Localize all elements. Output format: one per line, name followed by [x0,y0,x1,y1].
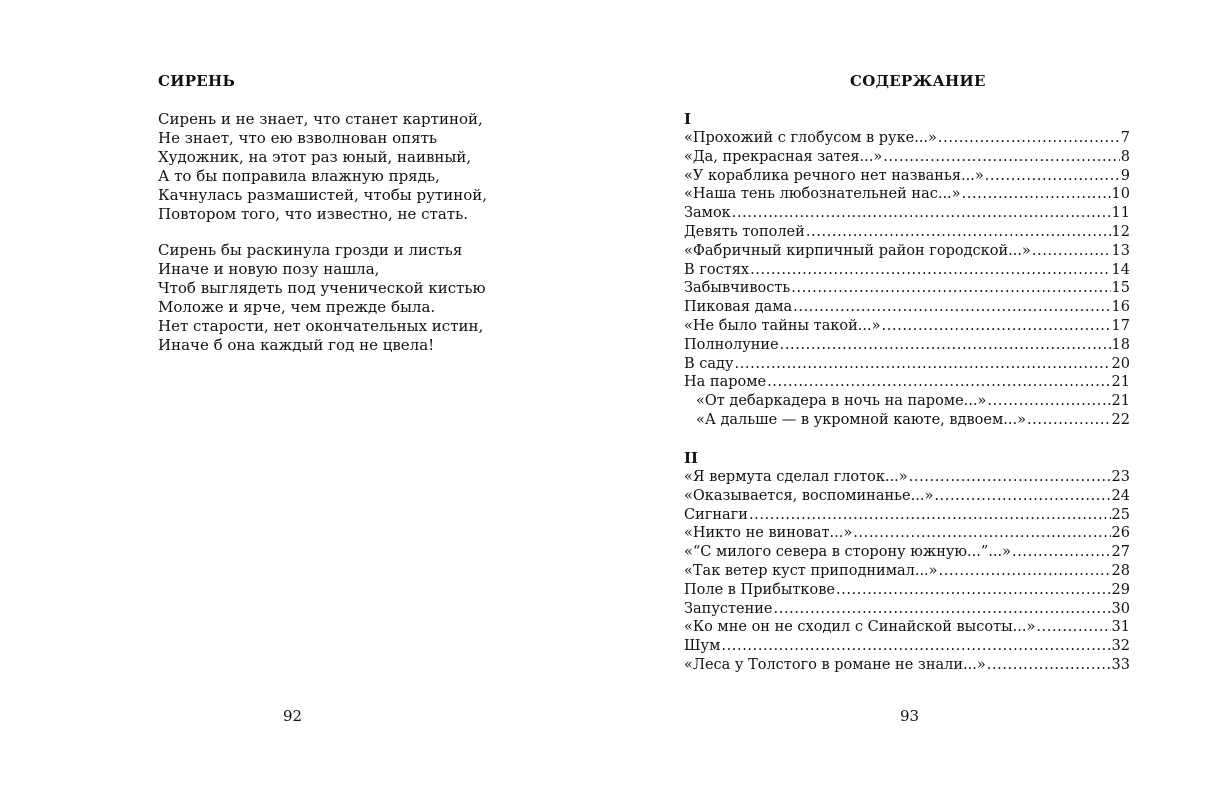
stanza-2 [158,241,486,355]
toc-item [684,581,1130,600]
toc-leader-dots [721,637,1110,656]
toc-item [684,355,1130,374]
toc-item-title: Забывчивость [684,280,791,297]
toc-item-page: 32 [1111,638,1130,655]
verse-line: Повтором того, что известно, не стать. [158,205,469,223]
toc-leader-dots [909,468,1111,487]
toc-leader-dots [749,506,1111,525]
toc-leader-dots [883,148,1120,167]
verse-line: Сирень бы раскинула грозди и листья [158,241,463,259]
toc-item-title: «Так ветер куст приподнимал...» [684,562,938,579]
toc-item [684,223,1130,242]
toc-item-title: В саду [684,355,734,372]
toc-leader-dots [987,392,1110,411]
poem-title: СИРЕНЬ [158,72,236,90]
toc-item-title: «Фабричный кирпичный район городской...» [684,242,1031,259]
toc-item [684,279,1130,298]
toc-title: СОДЕРЖАНИЕ [850,72,986,90]
toc-item [684,487,1130,506]
toc-item [684,204,1130,223]
verse-line: Качнулась размашистей, чтобы рутиной, [158,186,487,204]
toc-leader-dots [938,129,1120,148]
toc-item-title: В гостях [684,261,750,278]
toc-item [684,562,1130,581]
toc-item-page: 23 [1111,469,1130,485]
toc-item-page: 27 [1111,544,1130,561]
toc-item-page: 31 [1111,619,1130,636]
toc-item-page: 28 [1111,562,1130,579]
verse-line: Моложе и ярче, чем прежде была. [158,298,436,316]
toc-leader-dots [750,261,1110,280]
toc-leader-dots [735,355,1111,374]
toc-item-page: 25 [1111,506,1130,523]
toc-item [684,129,1130,148]
toc-item-title: «У кораблика речного нет названья...» [684,167,984,184]
toc-item [684,600,1130,619]
toc-item-page: 21 [1111,393,1130,410]
toc-item-title: Запустение [684,600,773,617]
toc-leader-dots [985,167,1120,186]
toc-item-page: 11 [1111,205,1130,222]
toc-leader-dots [962,185,1111,204]
toc-item-title: «Я вермута сделал глоток...» [684,469,908,485]
toc-item-page: 12 [1111,223,1130,240]
toc-item [684,185,1130,204]
toc-leader-dots [1036,618,1110,637]
toc-item-page: 9 [1120,167,1130,184]
verse-line: А то бы поправила влажную прядь, [158,167,440,185]
toc-section-2 [684,449,1130,675]
right-page [606,0,1212,800]
toc-item [684,242,1130,261]
toc-section-1 [684,110,1130,430]
toc-leader-dots [732,204,1111,223]
verse-line: Иначе б она каждый год не цвела! [158,336,435,354]
toc-item-page: 33 [1111,656,1130,673]
toc-item-title: «Леса у Толстого в романе не знали...» [684,656,986,673]
toc-item [684,506,1130,525]
toc-item-title: «Не было тайны такой...» [684,317,881,334]
verse-line: Не знает, что ею взволнован опять [158,129,438,147]
toc-item-title: Замок [684,205,731,222]
toc-item [684,468,1130,487]
toc-item-page: 30 [1111,600,1130,617]
toc-item-page: 21 [1111,374,1130,391]
toc-item-title: «Ко мне он не сходил с Синайской высоты...» [684,619,1036,636]
section-label: II [684,449,699,467]
toc-item-page: 20 [1111,355,1130,372]
toc-item-title: «Да, прекрасная затея...» [684,148,883,165]
toc-leader-dots [767,373,1110,392]
toc-leader-dots [806,223,1111,242]
toc-item-title: Девять тополей [684,223,805,240]
toc-item-title: «Никто не виноват...» [684,525,853,542]
toc-leader-dots [934,487,1110,506]
toc-leader-dots [939,562,1111,581]
page-number-right: 93 [900,707,920,725]
toc-item-title: Шум [684,638,721,655]
verse-line: Иначе и новую позу нашла, [158,260,380,278]
toc-leader-dots [987,656,1111,675]
toc-leader-dots [836,581,1111,600]
toc-item-title: «“С милого севера в сторону южную...”...» [684,544,1011,561]
toc-item-title: «Наша тень любознательней нас...» [684,186,961,203]
verse-line: Художник, на этот раз юный, наивный, [158,148,472,166]
toc-item [684,618,1130,637]
toc-leader-dots [780,336,1111,355]
toc-item-page: 24 [1111,487,1130,504]
toc-item-page: 7 [1120,130,1130,146]
left-page [0,0,600,800]
toc-item [684,637,1130,656]
toc-leader-dots [1012,543,1111,562]
toc-item-title: На пароме [684,374,767,391]
toc-item-title: «А дальше — в укромной каюте, вдвоем...» [696,411,1026,428]
toc-item-page: 10 [1111,186,1130,203]
toc-item-page: 22 [1111,411,1130,428]
toc-item-page: 13 [1111,242,1130,259]
toc-subitem [684,411,1130,430]
stanza-1 [158,110,487,224]
toc-item-page: 15 [1111,280,1130,297]
toc-leader-dots [791,279,1110,298]
toc-item-page: 29 [1111,581,1130,598]
toc-item-title: «От дебаркадера в ночь на пароме...» [696,393,987,410]
toc-item-title: Сигнаги [684,506,748,523]
toc-item-title: «Прохожий с глобусом в руке...» [684,130,937,146]
toc-item [684,656,1130,675]
toc-leader-dots [882,317,1111,336]
toc-item [684,373,1130,392]
toc-item-page: 16 [1111,299,1130,316]
toc-item-title: Полнолуние [684,336,779,353]
toc-item [684,148,1130,167]
toc-leader-dots [793,298,1110,317]
page-number-left: 92 [283,707,303,725]
toc-item [684,336,1130,355]
toc-item-page: 8 [1120,148,1130,165]
verse-line: Сирень и не знает, что станет картиной, [158,110,483,128]
verse-line: Нет старости, нет окончательных истин, [158,317,484,335]
toc-item [684,543,1130,562]
toc-leader-dots [774,600,1111,619]
toc-leader-dots [1027,411,1111,430]
toc-item-title: «Оказывается, воспоминанье...» [684,487,934,504]
toc-item [684,298,1130,317]
toc-item [684,167,1130,186]
toc-item-title: Пиковая дама [684,299,793,316]
toc-subitem [684,392,1130,411]
toc-item [684,261,1130,280]
section-label: I [684,110,692,128]
toc-leader-dots [1032,242,1111,261]
toc-item-page: 18 [1111,336,1130,353]
toc-item-page: 26 [1111,525,1130,542]
toc-item-title: Поле в Прибыткове [684,581,835,598]
toc-item-page: 14 [1111,261,1130,278]
toc-item [684,524,1130,543]
toc-leader-dots [853,524,1110,543]
verse-line: Чтоб выглядеть под ученической кистью [158,279,486,297]
toc-item [684,317,1130,336]
toc-item-page: 17 [1111,317,1130,334]
